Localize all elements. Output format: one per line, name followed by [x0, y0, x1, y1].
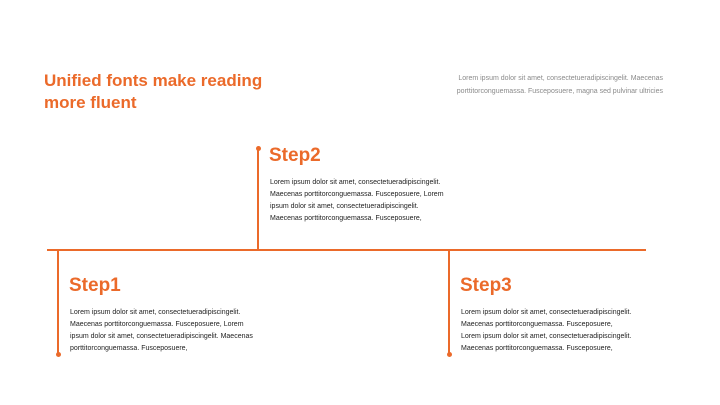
step3-body-line: Maecenas porttitorconguemassa. Fusceposuere, [461, 321, 613, 328]
step2-body-line: Maecenas porttitorconguemassa. Fusceposuere, Lorem [270, 191, 444, 198]
step3-connector-dot [447, 352, 452, 357]
slide-title-line-1: Unified fonts make reading [44, 71, 263, 90]
intro-text-line-2: porttitorconguemassa. Fusceposuere, magna sed pulvinar ultricies [456, 88, 663, 95]
step1-body [70, 307, 253, 355]
step2-body-line: Maecenas porttitorconguemassa. Fusceposuere, [270, 215, 422, 222]
step3-title: Step3 [460, 275, 512, 296]
step3-connector-line [448, 250, 450, 354]
step3-body-line: Lorem ipsum dolor sit amet, consectetueradipiscingelit. [461, 333, 632, 340]
timeline-axis [47, 249, 646, 251]
slide-title [44, 70, 304, 114]
step2-body [270, 177, 444, 225]
step1-title: Step1 [69, 275, 121, 296]
step1-connector-line [57, 250, 59, 354]
intro-text-line-1: Lorem ipsum dolor sit amet, consectetueradipiscingelit. Maecenas [458, 75, 663, 82]
step2-connector-line [257, 149, 259, 250]
step1-body-line: Maecenas porttitorconguemassa. Fusceposuere, Lorem [70, 321, 244, 328]
slide-title-line-2: more fluent [44, 93, 137, 112]
intro-text [395, 72, 663, 98]
step3-body-line: Lorem ipsum dolor sit amet, consectetueradipiscingelit. [461, 309, 632, 316]
step1-body-line: ipsum dolor sit amet, consectetueradipiscingelit. Maecenas [70, 333, 253, 340]
step2-body-line: Lorem ipsum dolor sit amet, consectetueradipiscingelit. [270, 179, 441, 186]
step1-body-line: porttitorconguemassa. Fusceposuere, [70, 345, 188, 352]
step2-body-line: ipsum dolor sit amet, consectetueradipiscingelit. [270, 203, 419, 210]
step1-body-line: Lorem ipsum dolor sit amet, consectetueradipiscingelit. [70, 309, 241, 316]
step3-body [461, 307, 631, 355]
step3-body-line: Maecenas porttitorconguemassa. Fusceposuere, [461, 345, 613, 352]
step2-connector-dot [256, 146, 261, 151]
step1-connector-dot [56, 352, 61, 357]
step2-title: Step2 [269, 145, 321, 166]
